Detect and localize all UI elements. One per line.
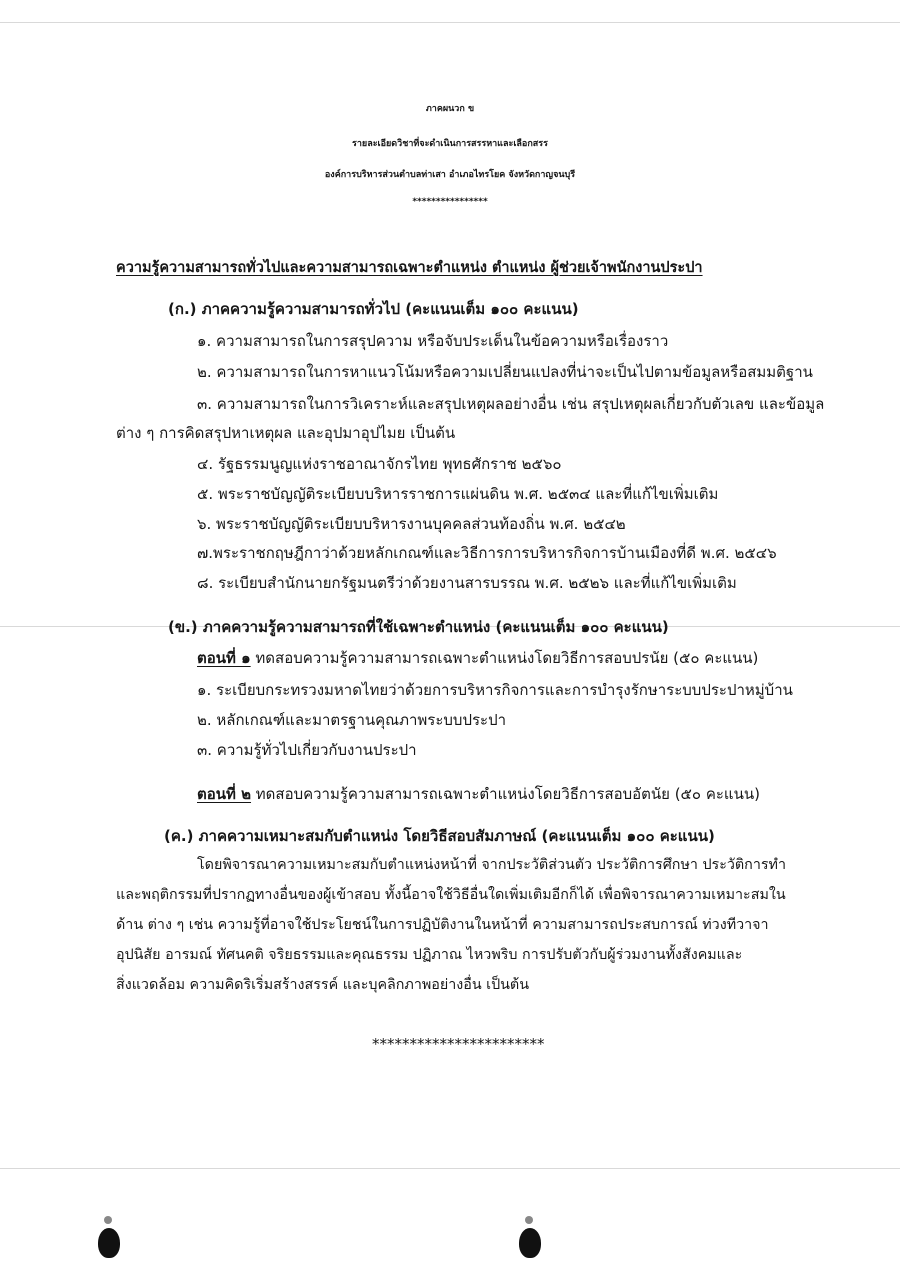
scan-line-bottom	[0, 1168, 900, 1169]
section-c-line: ด้าน ต่าง ๆ เช่น ความรู้ที่อาจใช้ประโยชน์ในการปฏิบัติงานในหน้าที่ ความสามารถประสบการณ์ ท่วงทีวาจา	[116, 917, 769, 933]
section-b-part-1	[197, 648, 758, 668]
section-a-item: ๖. พระราชบัญญัติระเบียบบริหารงานบุคคลส่วนท้องถิ่น พ.ศ. ๒๕๔๒	[197, 515, 626, 533]
section-a-item: ๗.พระราชกฤษฎีกาว่าด้วยหลักเกณฑ์และวิธีการการบริหารกิจการบ้านเมืองที่ดี พ.ศ. ๒๕๔๖	[197, 544, 777, 562]
section-a-heading: (ก.) ภาคความรู้ความสามารถทั่วไป (คะแนนเต็ม ๑๐๐ คะแนน)	[168, 300, 579, 318]
section-c-line: โดยพิจารณาความเหมาะสมกับตำแหน่งหน้าที่ จากประวัติส่วนตัว ประวัติการศึกษา ประวัติการทำ	[197, 857, 786, 873]
part-2-text: ทดสอบความรู้ความสามารถเฉพาะตำแหน่งโดยวิธีการสอบอัตนัย (๕๐ คะแนน)	[251, 785, 760, 803]
footer-stars: ***********************	[372, 1035, 545, 1053]
binder-blot-right	[519, 1228, 541, 1258]
header-stars: ****************	[412, 197, 488, 207]
part-2-label: ตอนที่ ๒	[197, 785, 252, 803]
section-c-line: อุปนิสัย อารมณ์ ทัศนคติ จริยธรรมและคุณธรรม ปฏิภาณ ไหวพริบ การปรับตัวกับผู้ร่วมงานทั้งสังคมและ	[116, 947, 743, 963]
section-a-item-continued: ต่าง ๆ การคิดสรุปหาเหตุผล และอุปมาอุปไมย เป็นต้น	[116, 424, 456, 442]
page-title: ภาคผนวก ข	[425, 104, 475, 114]
part-1-label: ตอนที่ ๑	[197, 649, 251, 667]
topic-heading: ความรู้ความสามารถทั่วไปและความสามารถเฉพาะตำแหน่ง ตำแหน่ง ผู้ช่วยเจ้าพนักงานประปา	[116, 260, 703, 276]
section-a-item: ๓. ความสามารถในการวิเคราะห์และสรุปเหตุผลอย่างอื่น เช่น สรุปเหตุผลเกี่ยวกับตัวเลข และข้อมูล	[197, 395, 825, 413]
scan-line-top	[0, 22, 900, 23]
section-a-item: ๕. พระราชบัญญัติระเบียบบริหารราชการแผ่นดิน พ.ศ. ๒๕๓๔ และที่แก้ไขเพิ่มเติม	[197, 485, 719, 503]
section-c-heading: (ค.) ภาคความเหมาะสมกับตำแหน่ง โดยวิธีสอบสัมภาษณ์ (คะแนนเต็ม ๑๐๐ คะแนน)	[164, 827, 715, 845]
section-a-item: ๔. รัฐธรรมนูญแห่งราชอาณาจักรไทย พุทธศักราช ๒๕๖๐	[197, 455, 562, 473]
section-a-item: ๑. ความสามารถในการสรุปความ หรือจับประเด็นในข้อความหรือเรื่องราว	[197, 332, 669, 350]
section-b-part-2	[197, 784, 760, 804]
page-subtitle-1: รายละเอียดวิชาที่จะดำเนินการสรรหาและเลือกสรร	[352, 139, 548, 149]
section-b-item: ๒. หลักเกณฑ์และมาตรฐานคุณภาพระบบประปา	[197, 711, 507, 729]
section-c-line: สิ่งแวดล้อม ความคิดริเริ่มสร้างสรรค์ และบุคลิกภาพอย่างอื่น เป็นต้น	[116, 977, 529, 993]
section-a-item: ๘. ระเบียบสำนักนายกรัฐมนตรีว่าด้วยงานสารบรรณ พ.ศ. ๒๕๒๖ และที่แก้ไขเพิ่มเติม	[197, 574, 737, 592]
part-1-text: ทดสอบความรู้ความสามารถเฉพาะตำแหน่งโดยวิธีการสอบปรนัย (๕๐ คะแนน)	[250, 649, 759, 667]
section-a-item: ๒. ความสามารถในการหาแนวโน้มหรือความเปลี่ยนแปลงที่น่าจะเป็นไปตามข้อมูลหรือสมมติฐาน	[197, 363, 813, 381]
section-b-item: ๑. ระเบียบกระทรวงมหาดไทยว่าด้วยการบริหารกิจการและการบำรุงรักษาระบบประปาหมู่บ้าน	[197, 681, 793, 699]
section-c-line: และพฤติกรรมที่ปรากฏทางอื่นของผู้เข้าสอบ ทั้งนี้อาจใช้วิธีอื่นใดเพิ่มเติมอีกก็ได้ เพื่อพิจารณาความเหมาะสมใน	[116, 887, 786, 903]
page-subtitle-2: องค์การบริหารส่วนตำบลท่าเสา อำเภอไทรโยค จังหวัดกาญจนบุรี	[324, 170, 576, 180]
binder-blot-left	[98, 1228, 120, 1258]
section-b-heading: (ข.) ภาคความรู้ความสามารถที่ใช้เฉพาะตำแหน่ง (คะแนนเต็ม ๑๐๐ คะแนน)	[168, 618, 669, 636]
section-b-item: ๓. ความรู้ทั่วไปเกี่ยวกับงานประปา	[197, 741, 417, 759]
